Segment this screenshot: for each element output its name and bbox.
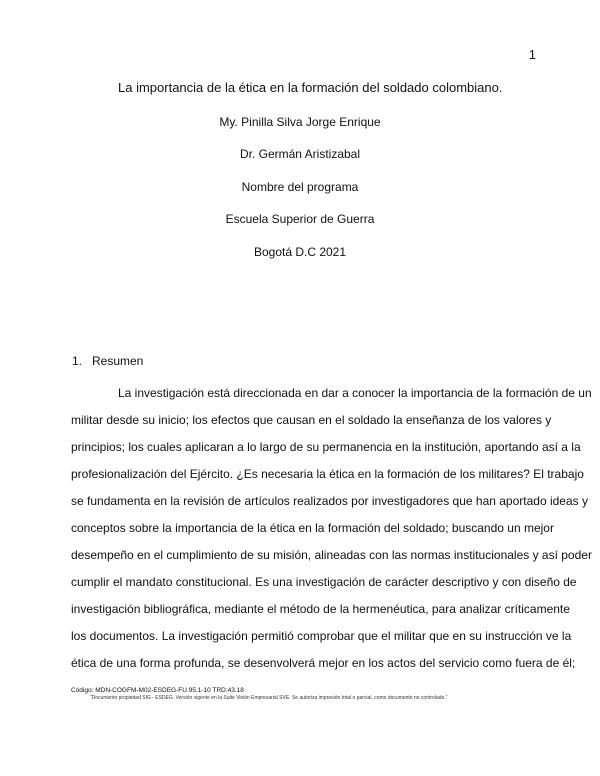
author-line: My. Pinilla Silva Jorge Enrique [219,115,381,129]
program-line: Nombre del programa [241,180,359,194]
paragraph-line: los documentos. La investigación permitió comprobar que el militar que en su instrucción ve la [71,629,572,643]
footer-code: Código: MDN-COGFM-M02-ESDEG-FU.95.1-10 TRD:43.18 [71,687,244,694]
paragraph-line: conceptos sobre la importancia de la ética en la formación del soldado; buscando un mejor [71,521,554,535]
section-label: Resumen [92,354,144,368]
paragraph-line: profesionalización del Ejército. ¿Es necesaria la ética en la formación de los militares? El trabajo [71,467,584,481]
paragraph-line: militar desde su inicio; los efectos que causan en el soldado la enseñanza de los valores y [71,413,552,427]
footer-note: “Documento propiedad SIG - ESDEG. Versión vigente en la Suite Visión Empresarial SVE. Se autoriza impresión total o parcial, como documento no controlado.” [90,695,448,701]
institution-line: Escuela Superior de Guerra [225,212,375,226]
paragraph-line: investigación bibliográfica, mediante el método de la hermenéutica, para analizar críticamente [71,602,570,616]
paragraph-line: ética de una forma profunda, se desenvolverá mejor en los actos del servicio como fuera de él; [71,656,576,670]
page-number: 1 [528,47,536,62]
paragraph-line: La investigación está direccionada en dar a conocer la importancia de la formación de un [118,386,592,400]
section-heading [72,354,143,368]
document-title: La importancia de la ética en la formación del soldado colombiano. [118,80,503,95]
place-date-line: Bogotá D.C 2021 [253,245,347,259]
advisor-line: Dr. Germán Aristizabal [239,147,361,161]
paragraph-line: se fundamenta en la revisión de artículos realizados por investigadores que han aportado ideas y [71,494,588,508]
section-number: 1. [72,354,83,368]
paragraph-line: cumplir el mandato constitucional. Es una investigación de carácter descriptivo y con diseño de [71,575,577,589]
paragraph-line: principios; los cuales aplicaran a lo largo de su permanencia en la institución, aportando así a la [71,440,581,454]
paragraph-line: desempeño en el cumplimiento de su misión, alineadas con las normas institucionales y así poder [71,548,592,562]
